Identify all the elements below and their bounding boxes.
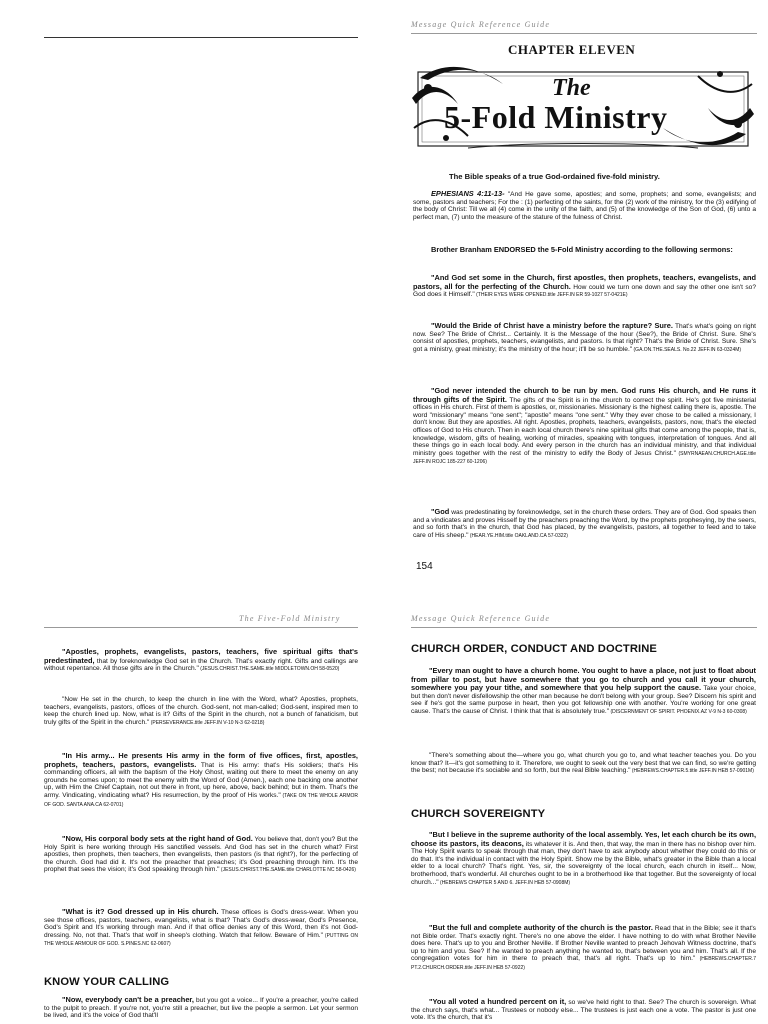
quote-block: "But I believe in the supreme authority of the local assembly. Yes, let each church be its own, choose its pastors, its deacons, its whatever it is. And then, that way, the man in there has no bishop over him. The Holy Spirit wants to speak through that man, they don't have to ask anybody about whether they could do this or do that. It's the individual in contact with the Holy Spirit. Show me by the Bible, what's greater in the Bible than a local elder to a local church? That's right. Yes, sir, the sovereignty of the local church, each church in itself... Now, brotherhood, that's wonderful. All churches ought to be in a brotherhood like that together. But the sovereignty of local church..." (HEBREWS CHAPTER 5 AND 6. JEFF.IN HEB 57-0908M) xyxy=(411,830,756,886)
quote-block: "God never intended the church to be run by men. God runs His church, and He runs it through gifts of the Spirit. The gifts of the Spirit is in the church to correct the spirit. He's got five ministerial offices in His church. First of them is apostles, or, missionaries. Missionary is the highest calling there is, apostle. The word "missionary" means "one sent"; "apostle" means "one sent." Why they ever chose to be called a missionary, I don't know. But they are apostles. All right. Apostles, prophets, teachers, evangelists, pastors, now, that's the elected offices of God to His church. Then in each local church there's nine spiritual gifts that come among the people, that is, knowledge, wisdom, gifts of healing, working of miracles, speaking with tongues, interpretation of tongues. And all these things go in each local body. And every person in the church has an individual ministry, and that individual ministry goes together with the rest of the ministry to edify the Body of Jesus Christ." (SMYRNAEAN.CHURCH.AGE.title JEFF.IN ROJC 185-227 60-1206) xyxy=(413,386,756,466)
quote-block: "Would the Bride of Christ have a ministry before the rapture? Sure. That's what's going on right now. See? The Bride of Christ... Certainly. It is the Message of the hour (See?), the Bride of Christ. Sure. She's consist of apostles, prophets, teachers, evangelists, and pastors. Is that right? That's the Bride of Christ. Sure. She's got a ministry, great ministry; it's the ministry of the hour; it'll be so humble." (GA.ON.THE.SEALS. No.22 JEFF.IN 63-0324M) xyxy=(413,321,756,353)
quote-block: "What is it? God dressed up in His church. These offices is God's dress-wear. When you see those offices, pastors, teachers, evangelists, what is that? That's God's dress-wear, God's Presence, God's Spirit and It's working through man. And if that office denies any of this Word, then it's not God-dressing. No, not that. That's that wolf in sheep's clothing. Watch that fellow. Beware of Him." (PUTTING ON THE WHOLE ARMOUR OF GOD. S.PINES.NC 62-0607) xyxy=(44,907,358,948)
chapter-heading: CHAPTER ELEVEN xyxy=(508,42,636,57)
quote-block: "There's something about the—where you go, what church you go to, and what teacher teaches you. Do you know that? It—it's got something to it. Therefore, we ought to seek out the very best that we can find, so we're getting the best; not because it's sociable and so forth, but the real Bible teaching." (HEBREWS.CHAPTER.5.title JEFF.IN HEB 57-0901M) xyxy=(411,752,756,775)
quote-block: "In His army... He presents His army in the form of five offices, first, apostles, prophets, teachers, pastors, evangelists. That is His army: that's His soldiers; that's His commanding officers, all with the baptism of the Holy Ghost, waiting out there to meet the enemy on any grounds he comes upon; to meet the enemy with the Word of God (Amen.), each one backing one another up, with Him the Chief Captain, not out there in front, up here, above, back behind; but in them. That's the army. Vindicating, vindicating what? His resurrection, by the proof of His works." (TAKE ON THE WHOLE ARMOR OF GOD. SANTA ANA.CA 62-0701) xyxy=(44,751,358,808)
quote-block: "You all voted a hundred percent on it, so we've held right to that. See? The church is sovereign. What the church says, that's what... Trustees or nobody else... The trustees is just each one a vote. The pastor is just one vote. It's the church, that it's xyxy=(411,997,756,1022)
quote-block: "And God set some in the Church, first apostles, then prophets, teachers, evangelists, and pastors, all for the perfecting of the Church. How could we turn one down and say the other one isn't so? God does it Himself." (THEIR EYES WERE OPENED.title JEFF.IN ER 59-1027 57-0421E) xyxy=(413,273,756,299)
quote-block: "Now He set in the church, to keep the church in line with the Word, what? Apostles, prophets, teachers, evangelists, pastors, offices of the church. God-sent, not man-called; God-sent, inspired men to keep the church lined up. Now, what is it? Gifts of the Spirit in the church, not a bunch of fanaticism, but truly gifts of the Spirit in the church." (PERSEVERANCE.title JEFF.IN V-10 N-3 62-0218) xyxy=(44,696,358,726)
endorsed-text: Brother Branham ENDORSED the 5-Fold Ministry according to the following sermons: xyxy=(431,245,733,254)
running-header-bottom-left: The Five-Fold Ministry xyxy=(239,614,341,623)
header-rule-bottom-right xyxy=(411,627,757,628)
header-rule-right xyxy=(411,33,757,34)
ephesians-passage xyxy=(413,190,756,221)
section-heading-church-order: CHURCH ORDER, CONDUCT AND DOCTRINE xyxy=(411,643,657,655)
section-heading-church-sovereignty: CHURCH SOVEREIGNTY xyxy=(411,808,546,820)
quote-block: "Now, everybody can't be a preacher, but you got a voice... If you're a preacher, you're called to the pulpit to preach. If you're not, you're still a preacher, but live the people a sermon. Let your sermon be lived, and it's the voice of God that'll xyxy=(44,995,358,1020)
banner-5-fold-ministry xyxy=(408,58,758,154)
scripture-reference: EPHESIANS 4:11-13- xyxy=(431,189,505,198)
intro-text: The Bible speaks of a true God-ordained five-fold ministry. xyxy=(449,172,660,181)
header-rule-bottom-left xyxy=(44,627,358,628)
section-heading-know-your-calling: KNOW YOUR CALLING xyxy=(44,976,170,988)
quote-block: "But the full and complete authority of the church is the pastor. Read that in the Bible; see it that's not Bible order. That's exactly right. There's no one above the elder. I have nothing to do with what Brother Neville does here. That's up to you and Brother Neville. If Brother Neville wanted to preach Jehovah Witness doctrine, that's up to him and you. See? If he wanted to preach anything he wanted to, that's between you and him. That's all. If the congregation votes for him in there to preach that, that's all right. That's up to him." (HEBREWS.CHAPTER.7 PT.2.CHURCH.ORDER.title JEFF.IN HEB 57-0922) xyxy=(411,923,756,971)
banner-the: The xyxy=(552,75,591,101)
page-number: 154 xyxy=(416,561,433,572)
quote-block: "Apostles, prophets, evangelists, pastors, teachers, five spiritual gifts that's predestinated, that by foreknowledge God set in the Church. That's exactly right. Gifts and callings are without repentance. All those gifts are in the Church." (JESUS.CHRIST.THE.SAME.title MIDDLETOWN.OH 58-0520) xyxy=(44,647,358,673)
header-rule-left xyxy=(44,37,358,38)
quote-block: "Now, His corporal body sets at the right hand of God. You believe that, don't you? But the Holy Spirit is here working through His sanctified vessels. And God has set in the church what? First apostles, then prophets, then teachers, then evangelists, then pastors (is that right?), for the perfecting of the church. God had did it. It's not the preacher that preaches; it's God preaching through him. It's the prophet that sees the vision; it's God speaking through him." (JESUS.CHRIST.THE.SAME.title CHARLOTTE NC 58-0426) xyxy=(44,834,358,874)
quote-block: "Every man ought to have a church home. You ought to have a place, not just to float about from pillar to post, but have somewhere that you go to church and you call it your church, somewhere you pay your tithe, and somewhere that you help support the cause. Take your choice, but then don't never disfellowship the other man because he don't belong with your group. See? Discern his spirit and see if he's got the same purpose in heart, then you got fellowship one with another. You're working for one great cause. That's the cause of Christ. I think that that is absolutely true." (DISCERNMENT OF SPIRIT. PHOENIX.AZ V-9 N-3 60-0308) xyxy=(411,666,756,715)
scripture-text: "And He gave some, apostles; and some, prophets; and some, evangelists; and some, pastors and teachers; For the : (1) perfecting of the saints, for the (2) work of the ministry, for the (3) edifying of the body of Christ: Till we all (4) come in the unity of the faith, and (5) of the knowledge of the Son of God, (6) unto a perfect man, (7) unto the measure of the stature of the fulness of Christ. xyxy=(413,191,756,221)
running-header-bottom-right: Message Quick Reference Guide xyxy=(411,614,551,623)
quote-block: "God was predestinating by foreknowledge, set in the church these orders. They are of God. God speaks then and a vindicates and proves Hisself by the preachers preaching the Word, by the prophets prophesying, by the seers, and so forth that's in the church, that God has placed, by the evangelists, pastors, all together to feed and to take care of His sheep." (HEAR.YE.HIM.title OAKLAND.CA 57-0322) xyxy=(413,507,756,539)
running-header-top: Message Quick Reference Guide xyxy=(411,20,551,29)
banner-title: 5-Fold Ministry xyxy=(444,99,668,135)
